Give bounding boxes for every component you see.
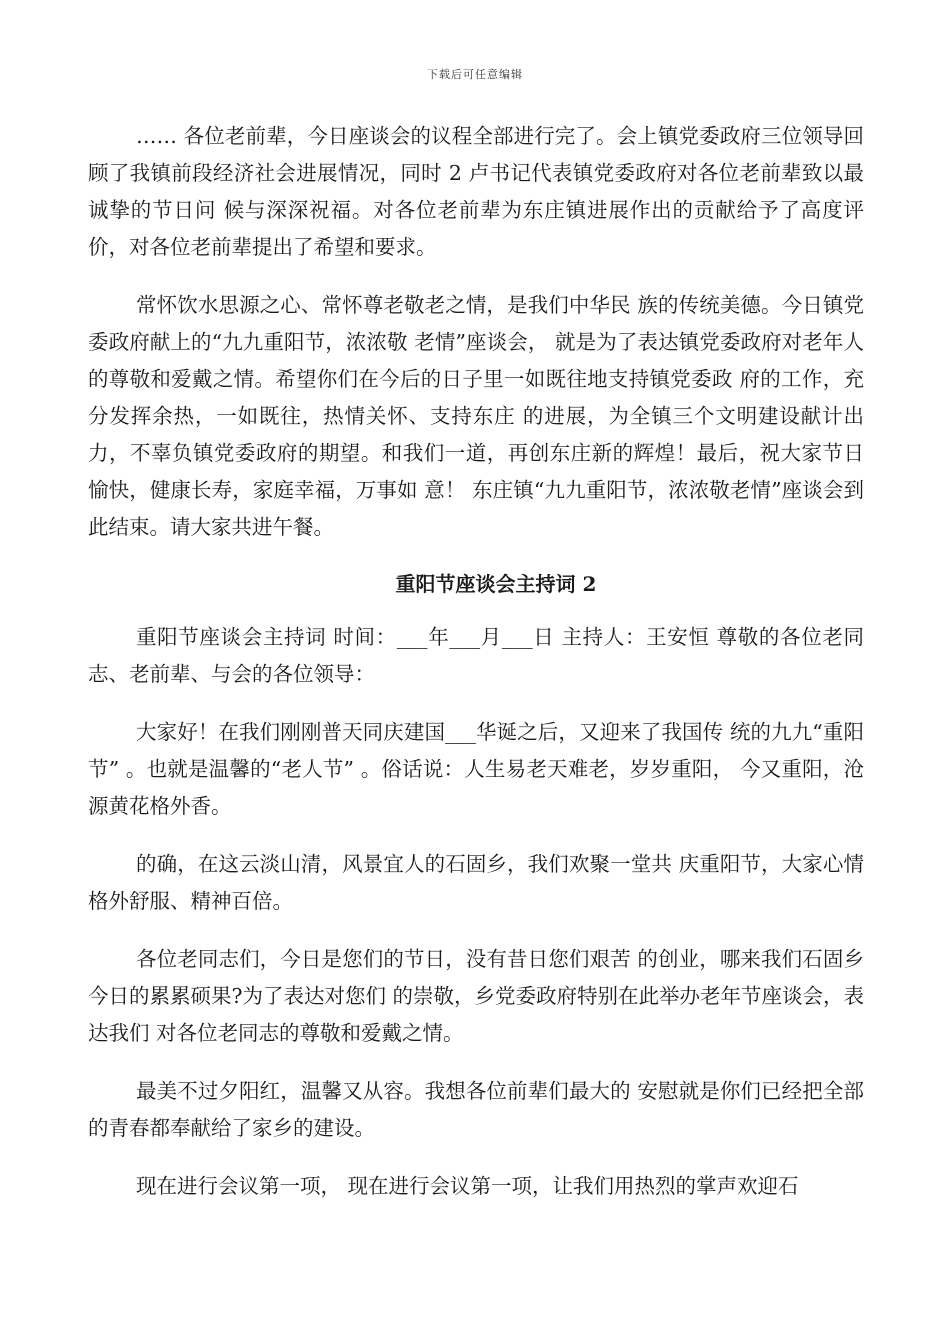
- paragraph-sunset: 最美不过夕阳红，温馨又从容。我想各位前辈们最大的 安慰就是你们已经把全部的青春都奉献给了家乡的建设。: [88, 1079, 864, 1140]
- paragraph-agenda-start: 现在进行会议第一项， 现在进行会议第一项，让我们用热烈的掌声欢迎石: [136, 1174, 799, 1198]
- paragraph-tribute: 各位老同志们，今日是您们的节日，没有昔日您们艰苦 的创业，哪来我们石固乡今日的累累硕果?为了表达对您们 的崇敬，乡党委政府特别在此举办老年节座谈会，表达我们 对各位老同志的尊敬和爱戴之情。: [88, 947, 865, 1045]
- page-header: 下载后可任意编辑: [427, 68, 523, 81]
- document-body: [88, 118, 864, 1226]
- section-title: 重阳节座谈会主持词 2: [395, 572, 597, 596]
- paragraph-greeting: 大家好！在我们刚刚普天同庆建国___华诞之后，又迎来了我国传 统的九九“重阳节” 。也就是温馨的“老人节” 。俗话说：人生易老天难老，岁岁重阳， 今又重阳，沧源黄花格外香。: [88, 720, 864, 818]
- paragraph-meeting-info: 重阳节座谈会主持词 时间：___年___月___日 主持人：王安恒 尊敬的各位老同志、老前辈、与会的各位领导：: [88, 625, 864, 686]
- paragraph-closing-wishes: 常怀饮水思源之心、常怀尊老敬老之情，是我们中华民 族的传统美德。今日镇党委政府献上的“九九重阳节，浓浓敬 老情”座谈会， 就是为了表达镇党委政府对老年人的尊敬和爱戴之情。希望你们在今后的日子里一如既往地支持镇党委政 府的工作，充分发挥余热，一如既往，热情关怀、支持东庄 的进展，为全镇三个文明建设献计出力，不辜负镇党委政府的期望。和我们一道，再创东庄新的辉煌！最后，祝大家节日愉快，健康长寿，家庭幸福，万事如 意！ 东庄镇“九九重阳节，浓浓敬老情”座谈会到此结束。请大家共进午餐。: [88, 293, 864, 539]
- paragraph-closing-summary: …… 各位老前辈，今日座谈会的议程全部进行完了。会上镇党委政府三位领导回顾了我镇前段经济社会进展情况，同时 2 卢书记代表镇党委政府对各位老前辈致以最诚挚的节日问 候与深深祝福。对各位老前辈为东庄镇进展作出的贡献给予了高度评价，对各位老前辈提出了希望和要求。: [88, 124, 864, 259]
- paragraph-gathering: 的确，在这云淡山清，风景宜人的石固乡，我们欢聚一堂共 庆重阳节，大家心情格外舒服、精神百倍。: [88, 852, 864, 913]
